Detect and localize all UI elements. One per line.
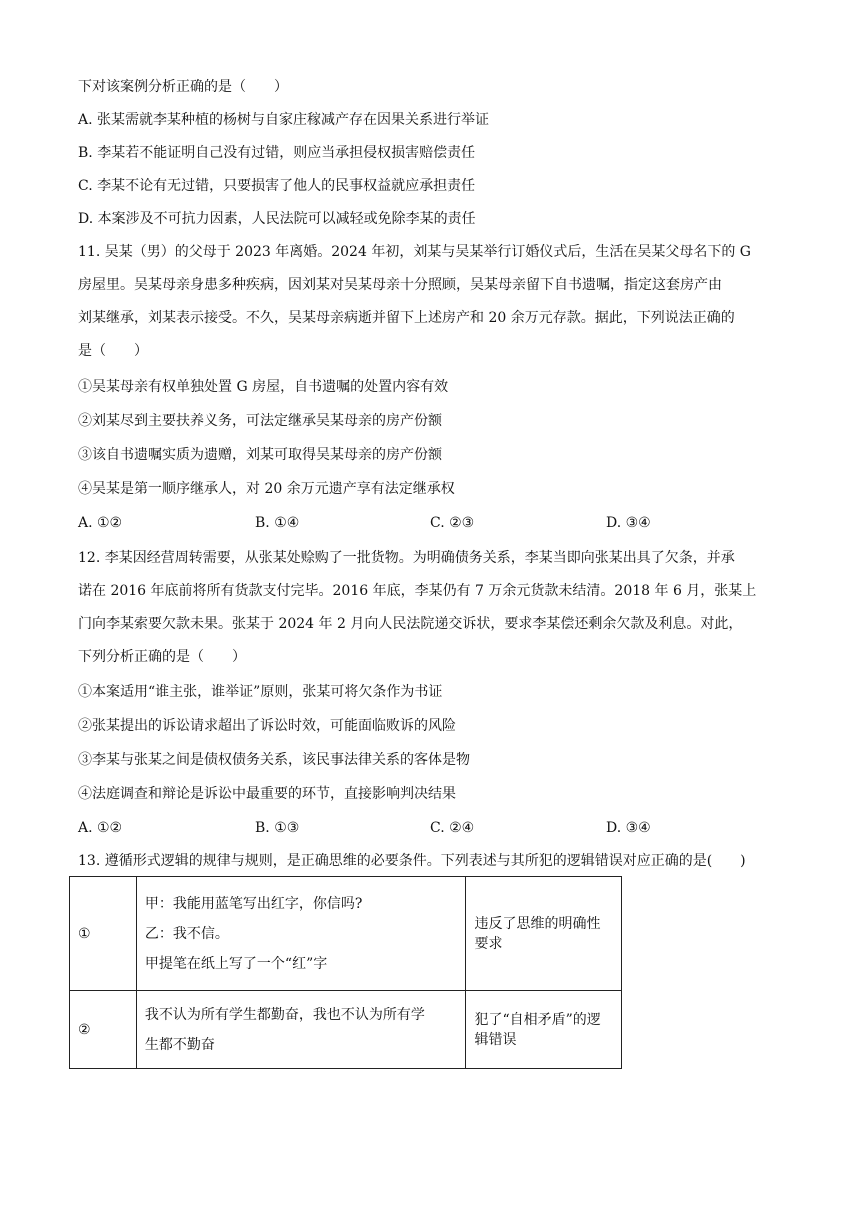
q12-statement-3: ③李某与张某之间是债权债务关系，该民事法律关系的客体是物 <box>78 752 470 768</box>
q11-stem-line-1: 11. 吴某（男）的父母于 2023 年离婚。2024 年初，刘某与吴某举行订婚仪式后，生活在吴某父母名下的 G <box>78 244 751 260</box>
q11-statement-3: ③该自书遗嘱实质为遗赠，刘某可取得吴某母亲的房产份额 <box>78 447 442 463</box>
q12-statement-1: ①本案适用“谁主张，谁举证”原则，张某可将欠条作为书证 <box>78 684 443 700</box>
q11-statement-2: ②刘某尽到主要扶养义务，可法定继承吴某母亲的房产份额 <box>78 413 442 429</box>
q12-stem-line-3: 门向李某索要欠款未果。张某于 2024 年 2 月向人民法院递交诉状，要求李某偿还剩余欠款及利息。对此， <box>78 616 743 632</box>
q11-choice-b: B. ①④ <box>255 515 300 531</box>
q11-stem-line-4: 是（ ） <box>78 343 148 359</box>
q11-choice-d: D. ③④ <box>606 515 651 531</box>
error-cell: 犯了“自相矛盾”的逻辑错误 <box>466 991 622 1069</box>
q11-choice-c: C. ②③ <box>430 515 475 531</box>
table-row <box>70 991 622 1069</box>
q10-option-a: A. 张某需就李某种植的杨树与自家庄稼减产存在因果关系进行举证 <box>78 112 490 128</box>
q12-statement-2: ②张某提出的诉讼请求超出了诉讼时效，可能面临败诉的风险 <box>78 718 456 734</box>
q10-option-d: D. 本案涉及不可抗力因素，人民法院可以减轻或免除李某的责任 <box>78 211 476 227</box>
statement-line: 我不认为所有学生都勤奋，我也不认为所有学 <box>144 1006 425 1023</box>
statement-line: 甲：我能用蓝笔写出红字，你信吗? <box>144 895 363 912</box>
q11-statement-4: ④吴某是第一顺序继承人，对 20 余万元遗产享有法定继承权 <box>78 481 455 497</box>
q12-choice-a: A. ①② <box>78 820 123 836</box>
q13-stem: 13. 遵循形式逻辑的规律与规则，是正确思维的必要条件。下列表述与其所犯的逻辑错误对应正确的是( ) <box>78 853 746 869</box>
row-number: ② <box>70 991 137 1069</box>
q12-stem-line-4: 下列分析正确的是（ ） <box>78 649 246 665</box>
statement-cell <box>136 877 466 991</box>
statement-line: 乙：我不信。 <box>144 925 229 942</box>
table-row <box>70 877 622 991</box>
q11-stem-line-3: 刘某继承，刘某表示接受。不久，吴某母亲病逝并留下上述房产和 20 余万元存款。据此，下列说法正确的 <box>78 310 735 326</box>
q12-stem-line-1: 12. 李某因经营周转需要，从张某处赊购了一批货物。为明确债务关系，李某当即向张某出具了欠条，并承 <box>78 550 735 566</box>
statement-cell <box>136 991 466 1069</box>
q11-statement-1: ①吴某母亲有权单独处置 G 房屋，自书遗嘱的处置内容有效 <box>78 379 449 395</box>
q11-choice-a: A. ①② <box>78 515 123 531</box>
statement-line: 生都不勤奋 <box>144 1036 215 1053</box>
q10-stem-end: 下对该案例分析正确的是（ ） <box>78 79 288 95</box>
q11-stem-line-2: 房屋里。吴某母亲身患多种疾病，因刘某对吴某母亲十分照顾，吴某母亲留下自书遗嘱，指定这套房产由 <box>78 277 722 293</box>
q10-option-c: C. 李某不论有无过错，只要损害了他人的民事权益就应承担责任 <box>78 178 476 194</box>
q12-choice-d: D. ③④ <box>606 820 651 836</box>
error-cell: 违反了思维的明确性要求 <box>466 877 622 991</box>
statement-line: 甲提笔在纸上写了一个“红”字 <box>144 955 328 972</box>
q12-choice-b: B. ①③ <box>255 820 300 836</box>
q13-table <box>69 876 622 1069</box>
q12-stem-line-2: 诺在 2016 年底前将所有货款支付完毕。2016 年底，李某仍有 7 万余元货款未结清。2018 年 6 月，张某上 <box>78 583 757 599</box>
q10-option-b: B. 李某若不能证明自己没有过错，则应当承担侵权损害赔偿责任 <box>78 145 476 161</box>
q12-choice-c: C. ②④ <box>430 820 475 836</box>
q12-statement-4: ④法庭调查和辩论是诉讼中最重要的环节，直接影响判决结果 <box>78 786 456 802</box>
row-number: ① <box>70 877 137 991</box>
